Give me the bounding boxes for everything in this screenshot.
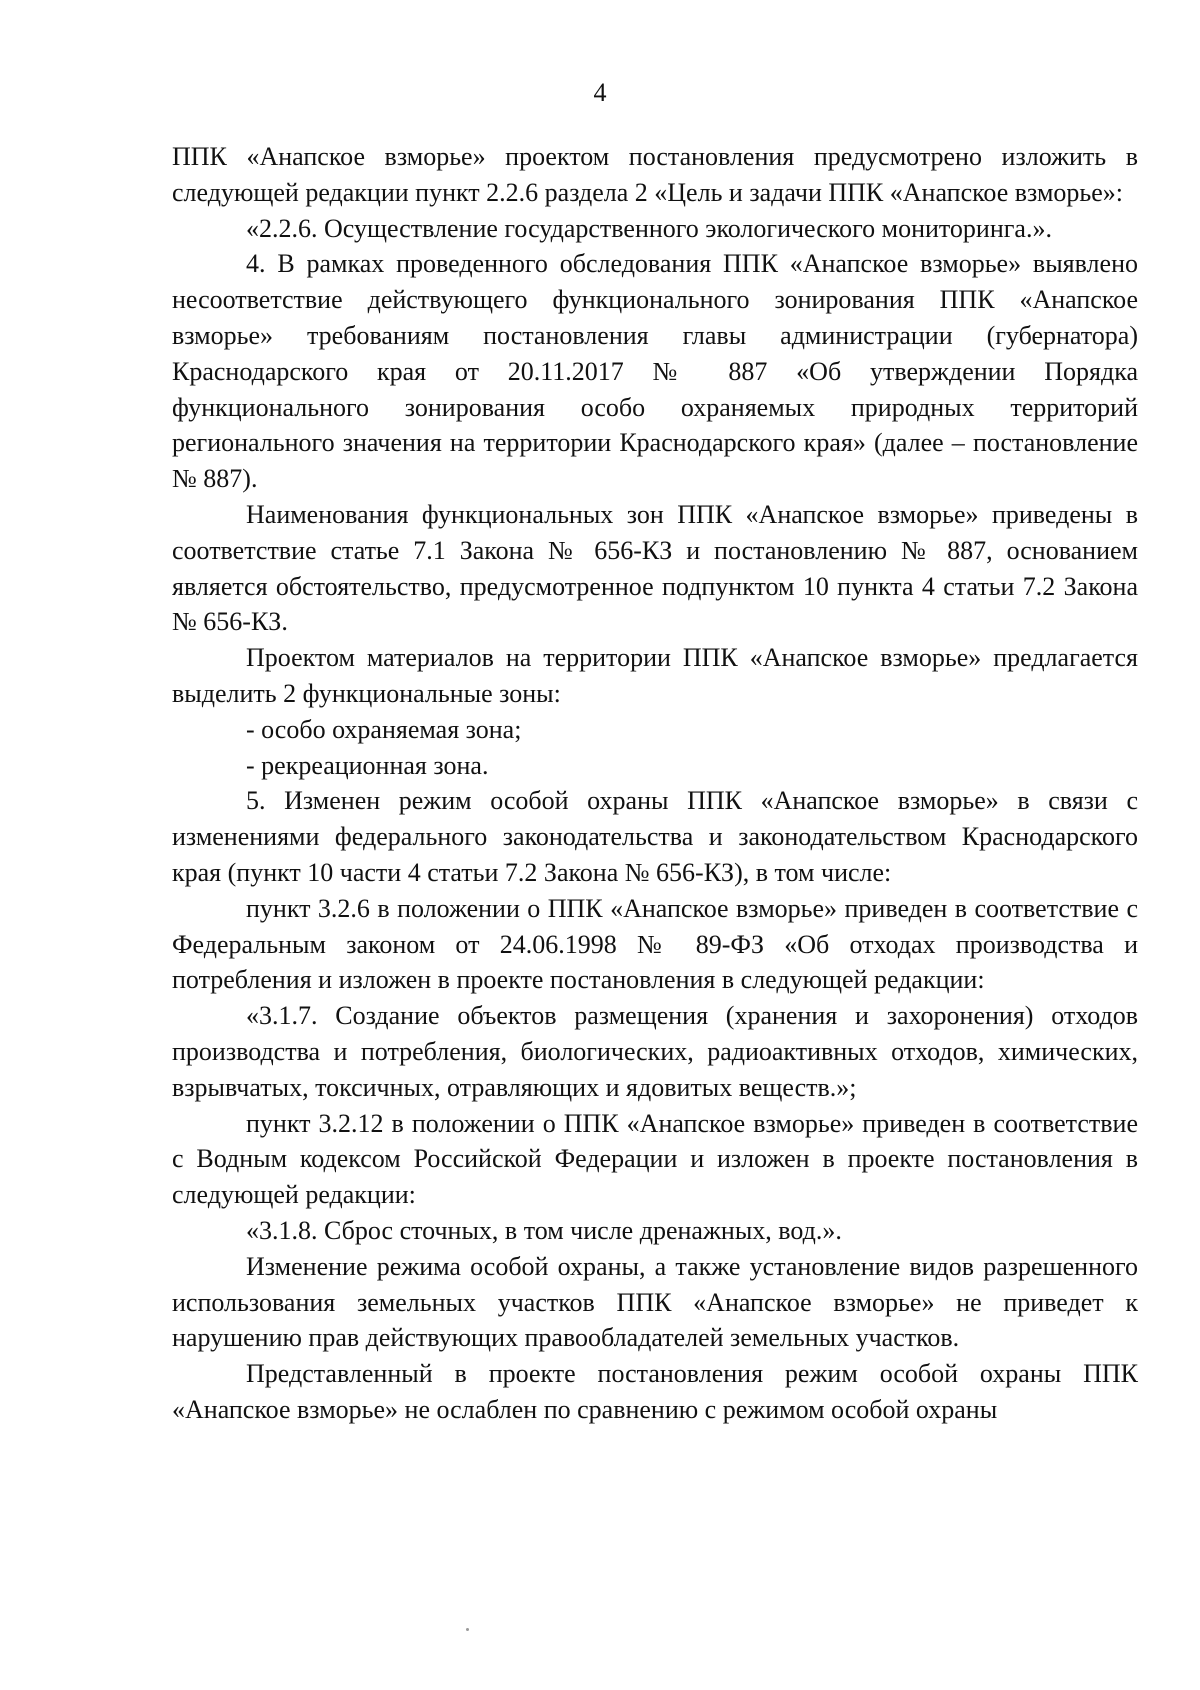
scan-artifact-dot bbox=[466, 1628, 469, 1631]
paragraph-zone-names: Наименования функциональных зон ППК «Анапское взморье» приведены в соответствие статье 7.1 Закона № 656-КЗ и постановлению № 887, основанием является обстоятельство, предусмотренное подпунктом 10 пункта 4 статьи 7.2 Закона № 656-КЗ. bbox=[172, 499, 1138, 637]
list-item-protected-zone: - особо охраняемая зона; bbox=[246, 714, 522, 744]
paragraph-quote-3-1-8: «3.1.8. Сброс сточных, в том числе дренажных, вод.». bbox=[246, 1215, 842, 1245]
paragraph-regime-not-weakened: Представленный в проекте постановления режим особой охраны ППК «Анапское взморье» не ослаблен по сравнению с режимом особой охраны bbox=[172, 1359, 1138, 1424]
paragraph-item-5: 5. Изменен режим особой охраны ППК «Анапское взморье» в связи с изменениями федерального законодательства и законодательством Краснодарского края (пункт 10 части 4 статьи 7.2 Закона № 656-КЗ), в том числе: bbox=[172, 786, 1138, 887]
paragraph-intro: ППК «Анапское взморье» проектом постановления предусмотрено изложить в следующей редакции пункт 2.2.6 раздела 2 «Цель и задачи ППК «Анапское взморье»: bbox=[172, 142, 1138, 207]
paragraph-quote-2-2-6: «2.2.6. Осуществление государственного экологического мониторинга.». bbox=[246, 213, 1052, 243]
paragraph-quote-3-1-7: «3.1.7. Создание объектов размещения (хранения и захоронения) отходов производства и потребления, биологических, радиоактивных отходов, химических, взрывчатых, токсичных, отравляющих и ядовитых веществ.»; bbox=[172, 1001, 1138, 1102]
paragraph-zones-proposal: Проектом материалов на территории ППК «Анапское взморье» предлагается выделить 2 функциональные зоны: bbox=[172, 643, 1138, 708]
page-number: 4 bbox=[593, 78, 607, 107]
list-item-recreational-zone: - рекреационная зона. bbox=[246, 750, 489, 780]
paragraph-point-3-2-6: пункт 3.2.6 в положении о ППК «Анапское взморье» приведен в соответствие с Федеральным законом от 24.06.1998 № 89-ФЗ «Об отходах производства и потребления и изложен в проекте постановления в следующей редакции: bbox=[172, 893, 1138, 995]
paragraph-point-3-2-12: пункт 3.2.12 в положении о ППК «Анапское взморье» приведен в соответствие с Водным кодексом Российской Федерации и изложен в проекте постановления в следующей редакции: bbox=[172, 1108, 1138, 1210]
document-body bbox=[172, 139, 1138, 1428]
paragraph-item-4: 4. В рамках проведенного обследования ППК «Анапское взморье» выявлено несоответствие действующего функционального зонирования ППК «Анапское взморье» требованиям постановления главы администрации (губернатора) Краснодарского края от 20.11.2017 № 887 «Об утверждении Порядка функционального зонирования особо охраняемых природных территорий регионального значения на территории Краснодарского края» (далее – постановление № 887). bbox=[172, 249, 1138, 494]
paragraph-regime-change: Изменение режима особой охраны, а также установление видов разрешенного использования земельных участков ППК «Анапское взморье» не приведет к нарушению прав действующих правообладателей земельных участков. bbox=[172, 1251, 1138, 1353]
